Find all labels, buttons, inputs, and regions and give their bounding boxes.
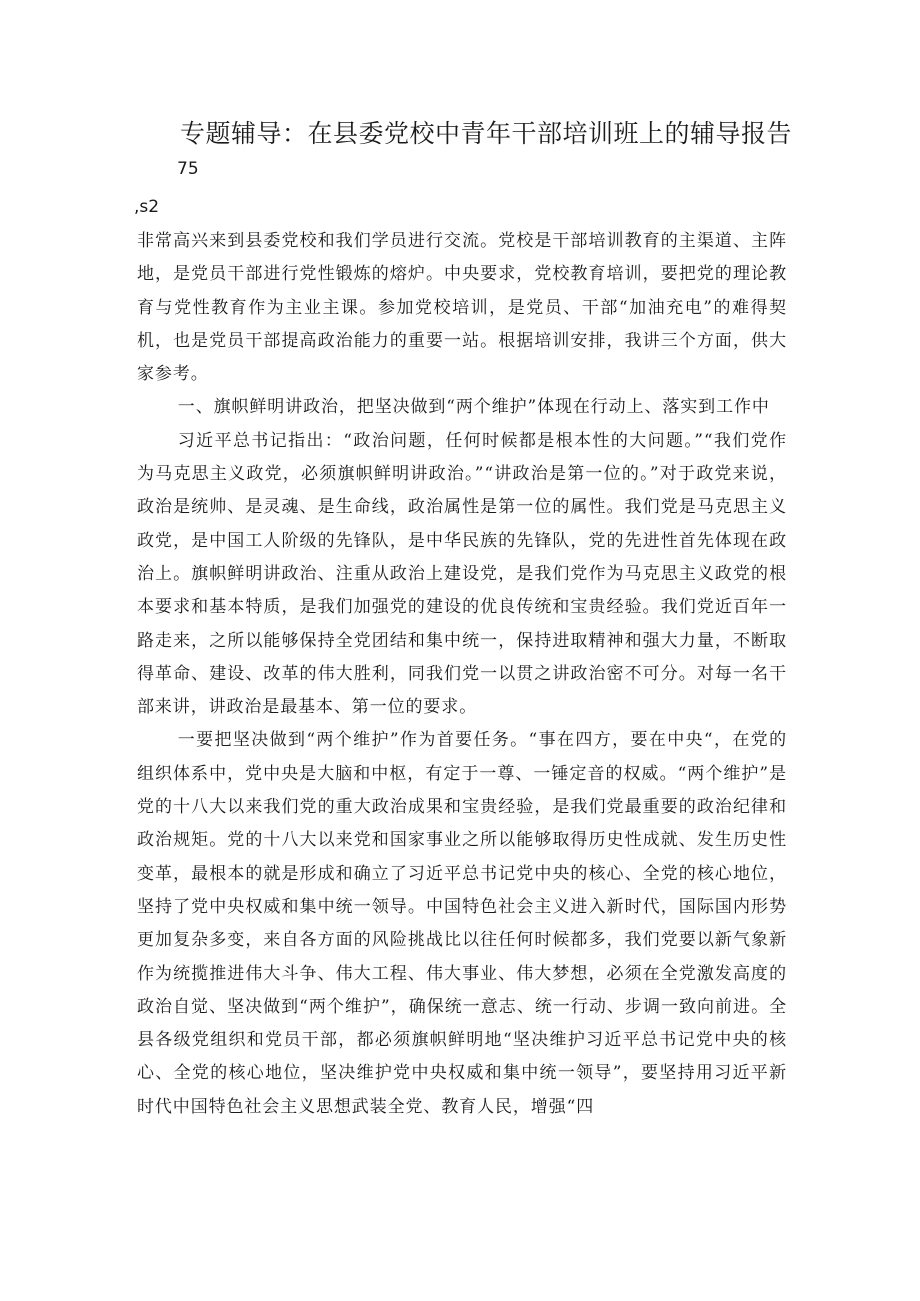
page-number: 75	[177, 159, 199, 179]
document-code: ,s2	[134, 197, 160, 217]
body-paragraph: 习近平总书记指出：“政治问题，任何时候都是根本性的大问题。”“我们党作为马克思主义政党，必须旗帜鲜明讲政治。”“讲政治是第一位的。”对于政党来说，政治是统帅、是灵魂、是生命线，政治属性是第一位的属性。我们党是马克思主义政党，是中国工人阶级的先锋队，是中华民族的先锋队，党的先进性首先体现在政治上。旗帜鲜明讲政治、注重从政治上建设党，是我们党作为马克思主义政党的根本要求和基本特质，是我们加强党的建设的优良传统和宝贵经验。我们党近百年一路走来，之所以能够保持全党团结和集中统一，保持进取精神和强大力量，不断取得革命、建设、改革的伟大胜利，同我们党一以贯之讲政治密不可分。对每一名干部来讲，讲政治是最基本、第一位的要求。	[137, 430, 787, 718]
body-paragraph: 一要把坚决做到“两个维护”作为首要任务。“事在四方，要在中央“，在党的组织体系中，党中央是大脑和中枢，有定于一尊、一锤定音的权威。“两个维护”是党的十八大以来我们党的重大政治成果和宝贵经验，是我们党最重要的政治纪律和政治规矩。党的十八大以来党和国家事业之所以能够取得历史性成就、发生历史性变革，最根本的就是形成和确立了习近平总书记党中央的核心、全党的核心地位，坚持了党中央权威和集中统一领导。中国特色社会主义进入新时代，国际国内形势更加复杂多变，来自各方面的风险挑战比以往任何时候都多，我们党要以新气象新作为统揽推进伟大斗争、伟大工程、伟大事业、伟大梦想，必须在全党激发高度的政治自觉、坚决做到“两个维护”，确保统一意志、统一行动、步调一致向前进。全县各级党组织和党员干部，都必须旗帜鲜明地“坚决维护习近平总书记党中央的核心、全党的核心地位，坚决维护党中央权威和集中统一领导”，要坚持用习近平新时代中国特色社会主义思想武装全党、教育人民，增强“四	[137, 730, 787, 1117]
document-body	[137, 225, 787, 1124]
document-title: 专题辅导：在县委党校中青年干部培训班上的辅导报告	[180, 119, 793, 148]
section-heading-1: 一、旗帜鲜明讲政治，把坚决做到“两个维护”体现在行动上、落实到工作中	[177, 397, 770, 418]
intro-paragraph: 非常高兴来到县委党校和我们学员进行交流。党校是干部培训教育的主渠道、主阵地，是党员干部进行党性锻炼的熔炉。中央要求，党校教育培训，要把党的理论教育与党性教育作为主业主课。参加党校培训，是党员、干部“加油充电”的难得契机，也是党员干部提高政治能力的重要一站。根据培训安排，我讲三个方面，供大家参考。	[137, 231, 787, 385]
